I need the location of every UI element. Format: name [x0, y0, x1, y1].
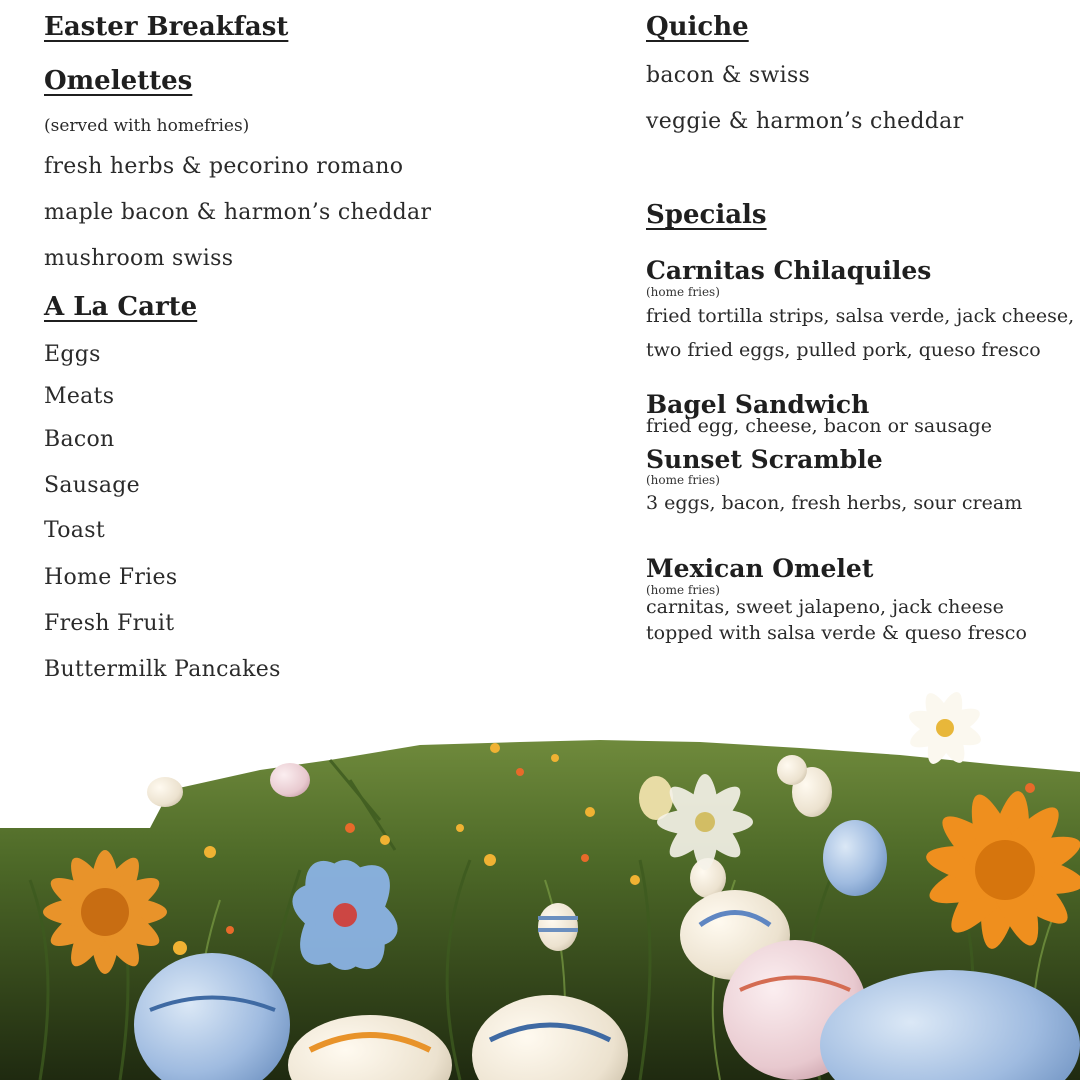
- special-description: 3 eggs, bacon, fresh herbs, sour cream: [646, 492, 1023, 514]
- omelettes-heading: Omelettes: [44, 66, 193, 96]
- special-note: (home fries): [646, 583, 720, 597]
- a-la-carte-item: Sausage: [44, 473, 140, 498]
- a-la-carte-heading: A La Carte: [44, 292, 198, 322]
- special-name: Carnitas Chilaquiles: [646, 256, 932, 285]
- special-note: (home fries): [646, 285, 720, 299]
- quiche-item: bacon & swiss: [646, 63, 811, 88]
- omelette-item: fresh herbs & pecorino romano: [44, 154, 404, 179]
- a-la-carte-item: Toast: [44, 518, 105, 543]
- quiche-item: veggie & harmon’s cheddar: [646, 109, 964, 134]
- a-la-carte-item: Eggs: [44, 342, 101, 367]
- a-la-carte-item: Home Fries: [44, 565, 178, 590]
- special-name: Sunset Scramble: [646, 445, 883, 474]
- omelette-item: maple bacon & harmon’s cheddar: [44, 200, 432, 225]
- special-description: fried egg, cheese, bacon or sausage: [646, 415, 992, 437]
- a-la-carte-item: Buttermilk Pancakes: [44, 657, 281, 682]
- menu-title: Easter Breakfast: [44, 12, 289, 42]
- a-la-carte-item: Bacon: [44, 427, 115, 452]
- special-description: carnitas, sweet jalapeno, jack cheese: [646, 596, 1004, 618]
- quiche-heading: Quiche: [646, 12, 749, 42]
- special-description: topped with salsa verde & queso fresco: [646, 622, 1027, 644]
- special-note: (home fries): [646, 473, 720, 487]
- a-la-carte-item: Meats: [44, 384, 115, 409]
- omelettes-note: (served with homefries): [44, 116, 250, 136]
- special-description: fried tortilla strips, salsa verde, jack cheese,: [646, 305, 1075, 327]
- omelette-item: mushroom swiss: [44, 246, 234, 271]
- specials-heading: Specials: [646, 200, 767, 230]
- special-name: Bagel Sandwich: [646, 390, 870, 419]
- special-description: two fried eggs, pulled pork, queso fresco: [646, 339, 1041, 361]
- a-la-carte-item: Fresh Fruit: [44, 611, 175, 636]
- special-name: Mexican Omelet: [646, 554, 874, 583]
